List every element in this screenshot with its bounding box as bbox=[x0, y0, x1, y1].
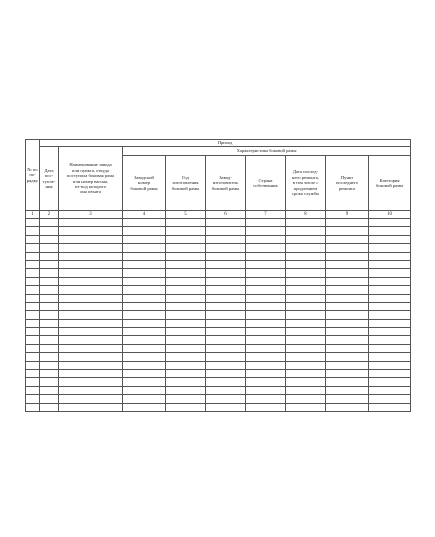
table-cell bbox=[369, 386, 411, 394]
table-cell bbox=[59, 328, 123, 336]
table-cell bbox=[206, 395, 246, 403]
table-cell bbox=[40, 361, 59, 369]
column-number: 2 bbox=[40, 211, 59, 219]
table-row bbox=[26, 244, 411, 252]
column-number: 6 bbox=[206, 211, 246, 219]
table-cell bbox=[326, 311, 369, 319]
table-cell bbox=[206, 328, 246, 336]
register-table bbox=[25, 139, 411, 412]
table-cell bbox=[246, 302, 286, 310]
table-cell bbox=[40, 386, 59, 394]
table-cell bbox=[286, 294, 326, 302]
table-row bbox=[26, 286, 411, 294]
table-cell bbox=[326, 252, 369, 260]
table-cell bbox=[40, 252, 59, 260]
table-cell bbox=[369, 219, 411, 227]
table-cell bbox=[326, 269, 369, 277]
table-cell bbox=[206, 311, 246, 319]
table-cell bbox=[286, 336, 326, 344]
table-cell bbox=[59, 219, 123, 227]
table-cell bbox=[123, 370, 166, 378]
table-cell bbox=[246, 227, 286, 235]
table-cell bbox=[326, 336, 369, 344]
table-cell bbox=[59, 395, 123, 403]
table-cell bbox=[40, 294, 59, 302]
table-cell bbox=[206, 235, 246, 243]
table-cell bbox=[123, 361, 166, 369]
table-cell bbox=[59, 269, 123, 277]
table-cell bbox=[59, 252, 123, 260]
table-cell bbox=[286, 361, 326, 369]
table-cell bbox=[123, 269, 166, 277]
table-cell bbox=[369, 328, 411, 336]
column-number-row bbox=[26, 211, 411, 219]
table-row bbox=[26, 328, 411, 336]
column-number: 8 bbox=[286, 211, 326, 219]
table-cell bbox=[166, 336, 206, 344]
column-header-4 bbox=[123, 156, 166, 211]
table-cell bbox=[26, 378, 40, 386]
table-cell bbox=[166, 219, 206, 227]
column-header-7 bbox=[246, 156, 286, 211]
table-cell bbox=[286, 286, 326, 294]
table-cell bbox=[206, 219, 246, 227]
table-cell bbox=[286, 252, 326, 260]
table-cell bbox=[286, 344, 326, 352]
table-cell bbox=[59, 277, 123, 285]
table-cell bbox=[40, 336, 59, 344]
table-cell bbox=[26, 244, 40, 252]
table-cell bbox=[26, 395, 40, 403]
table-cell bbox=[369, 353, 411, 361]
table-cell bbox=[59, 336, 123, 344]
table-cell bbox=[369, 294, 411, 302]
table-cell bbox=[286, 378, 326, 386]
table-cell bbox=[40, 277, 59, 285]
table-cell bbox=[40, 370, 59, 378]
table-cell bbox=[206, 277, 246, 285]
table-cell bbox=[166, 294, 206, 302]
table-cell bbox=[326, 235, 369, 243]
table-row bbox=[26, 386, 411, 394]
table-cell bbox=[123, 252, 166, 260]
table-cell bbox=[286, 227, 326, 235]
table-cell bbox=[246, 260, 286, 268]
table-row bbox=[26, 378, 411, 386]
table-cell bbox=[123, 219, 166, 227]
table-cell bbox=[369, 319, 411, 327]
table-row bbox=[26, 353, 411, 361]
column-header-label: Год изготовления боковой рамы bbox=[171, 174, 200, 191]
table-cell bbox=[246, 244, 286, 252]
table-cell bbox=[326, 319, 369, 327]
table-body bbox=[26, 211, 411, 412]
table-cell bbox=[206, 378, 246, 386]
table-cell bbox=[59, 386, 123, 394]
table-cell bbox=[286, 403, 326, 411]
table-cell bbox=[26, 361, 40, 369]
table-cell bbox=[206, 336, 246, 344]
table-cell bbox=[26, 277, 40, 285]
table-cell bbox=[123, 311, 166, 319]
table-row bbox=[26, 219, 411, 227]
table-cell bbox=[40, 219, 59, 227]
table-cell bbox=[369, 286, 411, 294]
table-cell bbox=[206, 319, 246, 327]
table-cell bbox=[206, 370, 246, 378]
table-cell bbox=[26, 353, 40, 361]
table-row bbox=[26, 336, 411, 344]
table-cell bbox=[369, 302, 411, 310]
table-cell bbox=[369, 395, 411, 403]
table-cell bbox=[286, 311, 326, 319]
table-cell bbox=[166, 344, 206, 352]
table-cell bbox=[40, 403, 59, 411]
table-cell bbox=[206, 344, 246, 352]
column-header-label: № по по- рядку bbox=[26, 167, 39, 183]
table-cell bbox=[166, 311, 206, 319]
table-cell bbox=[123, 386, 166, 394]
table-cell bbox=[246, 311, 286, 319]
table-cell bbox=[369, 336, 411, 344]
table-row bbox=[26, 361, 411, 369]
table-cell bbox=[166, 277, 206, 285]
table-cell bbox=[326, 353, 369, 361]
table-cell bbox=[166, 370, 206, 378]
table-cell bbox=[123, 395, 166, 403]
table-cell bbox=[59, 353, 123, 361]
table-cell bbox=[59, 378, 123, 386]
table-cell bbox=[246, 286, 286, 294]
table-cell bbox=[286, 244, 326, 252]
table-cell bbox=[123, 244, 166, 252]
table-cell bbox=[206, 386, 246, 394]
income-caption: Приход bbox=[40, 140, 411, 147]
table-cell bbox=[59, 403, 123, 411]
table-cell bbox=[326, 244, 369, 252]
table-cell bbox=[369, 260, 411, 268]
table-cell bbox=[26, 302, 40, 310]
table-cell bbox=[26, 294, 40, 302]
table-cell bbox=[40, 260, 59, 268]
table-cell bbox=[166, 269, 206, 277]
column-header-label: Пункт последнего ремонта bbox=[335, 174, 359, 191]
table-cell bbox=[326, 260, 369, 268]
table-cell bbox=[369, 344, 411, 352]
table-cell bbox=[166, 353, 206, 361]
table-cell bbox=[59, 227, 123, 235]
table-cell bbox=[326, 219, 369, 227]
table-cell bbox=[26, 286, 40, 294]
column-number: 5 bbox=[166, 211, 206, 219]
table-cell bbox=[40, 328, 59, 336]
table-cell bbox=[26, 219, 40, 227]
table-cell bbox=[369, 244, 411, 252]
table-cell bbox=[206, 260, 246, 268]
table-cell bbox=[326, 294, 369, 302]
table-cell bbox=[286, 260, 326, 268]
table-cell bbox=[166, 386, 206, 394]
table-row bbox=[26, 344, 411, 352]
table-cell bbox=[40, 286, 59, 294]
column-number: 9 bbox=[326, 211, 369, 219]
table-cell bbox=[286, 302, 326, 310]
table-cell bbox=[123, 227, 166, 235]
table-cell bbox=[123, 344, 166, 352]
table-cell bbox=[326, 370, 369, 378]
table-cell bbox=[246, 344, 286, 352]
table-cell bbox=[206, 227, 246, 235]
table-cell bbox=[166, 260, 206, 268]
table-cell bbox=[369, 403, 411, 411]
table-cell bbox=[123, 286, 166, 294]
table-cell bbox=[206, 244, 246, 252]
table-cell bbox=[123, 302, 166, 310]
table-cell bbox=[286, 277, 326, 285]
table-row bbox=[26, 252, 411, 260]
table-cell bbox=[246, 395, 286, 403]
column-header-2 bbox=[40, 147, 59, 211]
table-row bbox=[26, 227, 411, 235]
column-header-8 bbox=[286, 156, 326, 211]
table-cell bbox=[206, 302, 246, 310]
table-row bbox=[26, 302, 411, 310]
table-cell bbox=[166, 244, 206, 252]
column-number: 3 bbox=[59, 211, 123, 219]
table-cell bbox=[123, 353, 166, 361]
table-cell bbox=[26, 370, 40, 378]
table-row bbox=[26, 370, 411, 378]
table-cell bbox=[246, 336, 286, 344]
table-cell bbox=[206, 403, 246, 411]
table-cell bbox=[40, 235, 59, 243]
table-cell bbox=[326, 277, 369, 285]
column-number: 10 bbox=[369, 211, 411, 219]
frame-characteristics-caption: Характеристика боковой рамы bbox=[123, 147, 411, 156]
table-row bbox=[26, 395, 411, 403]
table-row bbox=[26, 235, 411, 243]
table-cell bbox=[166, 378, 206, 386]
table-cell bbox=[326, 286, 369, 294]
table-cell bbox=[123, 294, 166, 302]
table-cell bbox=[59, 286, 123, 294]
table-cell bbox=[59, 361, 123, 369]
table-cell bbox=[26, 344, 40, 352]
table-cell bbox=[206, 286, 246, 294]
column-header-6 bbox=[206, 156, 246, 211]
table-cell bbox=[206, 353, 246, 361]
table-cell bbox=[166, 252, 206, 260]
table-cell bbox=[59, 319, 123, 327]
table-cell bbox=[369, 227, 411, 235]
column-header-label: Дата пос- тупле- ния bbox=[42, 168, 56, 189]
table-cell bbox=[26, 328, 40, 336]
table-cell bbox=[166, 328, 206, 336]
table-row bbox=[26, 403, 411, 411]
table-cell bbox=[246, 319, 286, 327]
column-header-label: Завод- изготовитель боковой рамы bbox=[211, 174, 240, 191]
table-cell bbox=[59, 235, 123, 243]
table-cell bbox=[286, 269, 326, 277]
column-header-5 bbox=[166, 156, 206, 211]
table-cell bbox=[40, 319, 59, 327]
table-cell bbox=[166, 227, 206, 235]
table-cell bbox=[286, 370, 326, 378]
table-cell bbox=[26, 311, 40, 319]
table-cell bbox=[59, 311, 123, 319]
table-cell bbox=[59, 294, 123, 302]
table-cell bbox=[40, 244, 59, 252]
table-cell bbox=[59, 260, 123, 268]
table-cell bbox=[123, 319, 166, 327]
table-cell bbox=[326, 361, 369, 369]
table-cell bbox=[326, 302, 369, 310]
column-number: 1 bbox=[26, 211, 40, 219]
table-cell bbox=[206, 252, 246, 260]
table-cell bbox=[369, 361, 411, 369]
table-cell bbox=[166, 286, 206, 294]
table-cell bbox=[123, 328, 166, 336]
table-cell bbox=[369, 370, 411, 378]
table-cell bbox=[59, 302, 123, 310]
table-cell bbox=[369, 311, 411, 319]
column-header-label: Страна собственник bbox=[253, 177, 278, 188]
column-header-label: Заводской номер боковой рамы bbox=[130, 174, 158, 191]
table-row bbox=[26, 269, 411, 277]
table-cell bbox=[286, 395, 326, 403]
table-cell bbox=[59, 370, 123, 378]
table-cell bbox=[246, 277, 286, 285]
table-cell bbox=[26, 252, 40, 260]
table-cell bbox=[286, 328, 326, 336]
table-row bbox=[26, 294, 411, 302]
table-cell bbox=[123, 277, 166, 285]
table-cell bbox=[326, 386, 369, 394]
table-cell bbox=[286, 353, 326, 361]
table-cell bbox=[123, 260, 166, 268]
table-cell bbox=[40, 395, 59, 403]
table-cell bbox=[326, 403, 369, 411]
table-cell bbox=[40, 269, 59, 277]
table-cell bbox=[123, 378, 166, 386]
table-cell bbox=[246, 219, 286, 227]
table-cell bbox=[326, 227, 369, 235]
table-cell bbox=[369, 269, 411, 277]
table-cell bbox=[26, 336, 40, 344]
table-cell bbox=[166, 302, 206, 310]
table-cell bbox=[40, 344, 59, 352]
table-cell bbox=[326, 395, 369, 403]
column-header-10 bbox=[369, 156, 411, 211]
table-cell bbox=[26, 386, 40, 394]
table-row bbox=[26, 260, 411, 268]
table-cell bbox=[166, 361, 206, 369]
column-header-9 bbox=[326, 156, 369, 211]
table-cell bbox=[326, 378, 369, 386]
table-cell bbox=[26, 260, 40, 268]
table-cell bbox=[40, 378, 59, 386]
table-cell bbox=[166, 395, 206, 403]
column-number: 7 bbox=[246, 211, 286, 219]
table-cell bbox=[326, 344, 369, 352]
table-cell bbox=[326, 328, 369, 336]
table-cell bbox=[246, 403, 286, 411]
table-cell bbox=[166, 403, 206, 411]
table-cell bbox=[246, 269, 286, 277]
column-header-3 bbox=[59, 147, 123, 211]
column-header-label: Категория боковой рамы bbox=[375, 177, 404, 188]
table-cell bbox=[166, 235, 206, 243]
table-cell bbox=[59, 344, 123, 352]
table-row bbox=[26, 319, 411, 327]
table-cell bbox=[246, 353, 286, 361]
table-cell bbox=[40, 302, 59, 310]
table-cell bbox=[123, 403, 166, 411]
table-cell bbox=[369, 235, 411, 243]
table-cell bbox=[369, 277, 411, 285]
table-cell bbox=[286, 319, 326, 327]
table-cell bbox=[206, 361, 246, 369]
table-cell bbox=[246, 328, 286, 336]
table-cell bbox=[246, 361, 286, 369]
table-cell bbox=[40, 227, 59, 235]
table-cell bbox=[123, 235, 166, 243]
table-cell bbox=[123, 336, 166, 344]
table-cell bbox=[286, 219, 326, 227]
table-cell bbox=[26, 227, 40, 235]
table-cell bbox=[246, 235, 286, 243]
table-cell bbox=[26, 235, 40, 243]
column-header-label: Дата послед- него ремонта, в том числе с продлением срока службы bbox=[291, 169, 320, 197]
table-cell bbox=[286, 386, 326, 394]
table-cell bbox=[369, 378, 411, 386]
table-cell bbox=[246, 252, 286, 260]
table-cell bbox=[166, 319, 206, 327]
column-number: 4 bbox=[123, 211, 166, 219]
table-cell bbox=[246, 378, 286, 386]
table-cell bbox=[206, 269, 246, 277]
table-cell bbox=[40, 311, 59, 319]
table-cell bbox=[59, 244, 123, 252]
table-cell bbox=[369, 252, 411, 260]
table-row bbox=[26, 277, 411, 285]
table-cell bbox=[26, 319, 40, 327]
table-cell bbox=[26, 269, 40, 277]
table-cell bbox=[206, 294, 246, 302]
column-header-1 bbox=[26, 140, 40, 211]
table-cell bbox=[246, 386, 286, 394]
table-cell bbox=[246, 370, 286, 378]
column-header-label: Наименование завода или пункта, откуда поступила боковая рама или номер вагона, из-под которого она изъята bbox=[66, 162, 115, 195]
table-cell bbox=[286, 235, 326, 243]
table-cell bbox=[40, 353, 59, 361]
table-cell bbox=[26, 403, 40, 411]
table-cell bbox=[246, 294, 286, 302]
table-row bbox=[26, 311, 411, 319]
